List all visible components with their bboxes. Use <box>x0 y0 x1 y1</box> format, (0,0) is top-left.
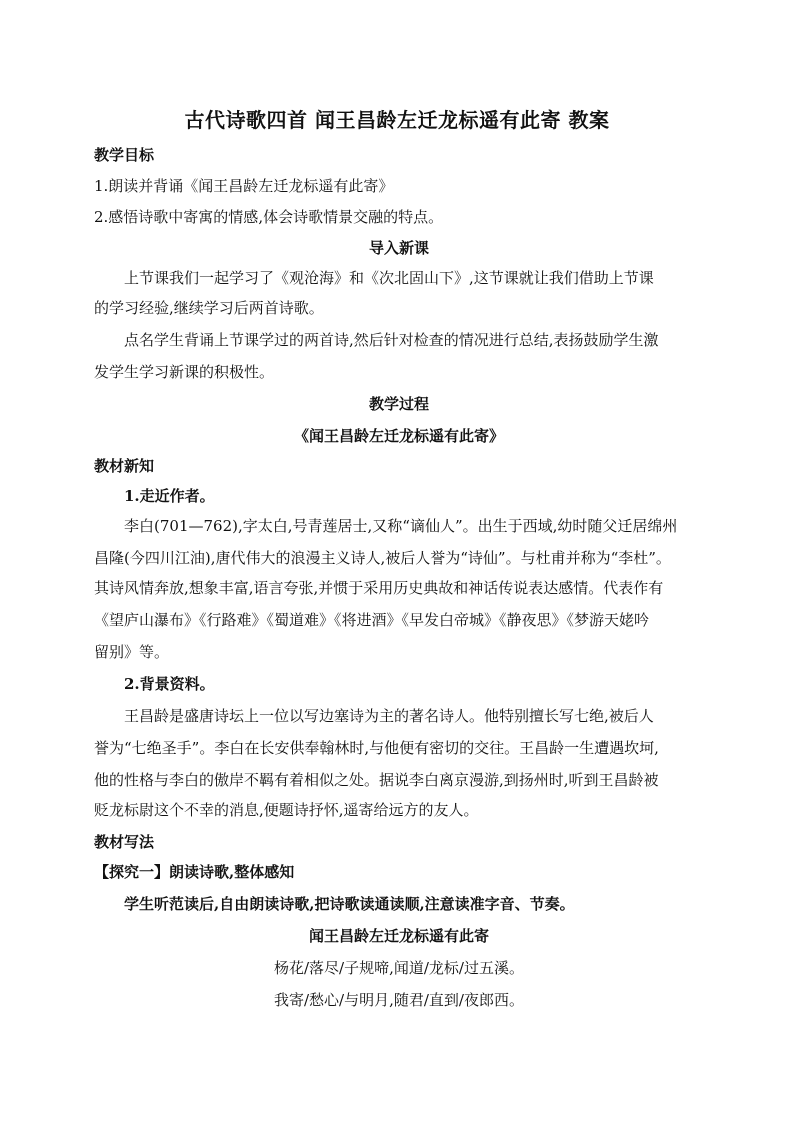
author-line-2: 昌隆(今四川江油),唐代伟大的浪漫主义诗人,被后人誉为“诗仙”。与杜甫并称为“李杜”。 <box>94 549 671 567</box>
goals-heading: 教学目标 <box>94 146 155 164</box>
poem-line-1: 杨花/落尽/子规啼,闻道/龙标/过五溪。 <box>274 959 524 977</box>
intro-paragraph-1-line-1: 上节课我们一起学习了《观沧海》和《次北固山下》,这节课就让我们借助上节课 <box>124 269 654 287</box>
author-line-3: 其诗风情奔放,想象丰富,语言夸张,并惯于采用历史典故和神话传说表达感情。代表作有 <box>94 579 664 597</box>
new-knowledge-heading: 教材新知 <box>94 457 155 475</box>
author-line-4: 《望庐山瀑布》《行路难》《蜀道难》《将进酒》《早发白帝城》《静夜思》《梦游天姥吟 <box>94 611 650 629</box>
page-title: 古代诗歌四首 闻王昌龄左迁龙标遥有此寄 教案 <box>184 108 610 132</box>
background-line-4: 贬龙标尉这个不幸的消息,便题诗抒怀,遥寄给远方的友人。 <box>94 801 479 819</box>
writing-heading: 教材写法 <box>94 833 155 851</box>
explore-1-heading: 【探究一】朗读诗歌,整体感知 <box>94 863 295 881</box>
author-line-5: 留别》等。 <box>94 643 170 661</box>
intro-paragraph-1-line-2: 的学习经验,继续学习后两首诗歌。 <box>94 299 324 317</box>
intro-paragraph-2-line-1: 点名学生背诵上节课学过的两首诗,然后针对检查的情况进行总结,表扬鼓励学生激 <box>124 331 659 349</box>
goal-1: 1.朗读并背诵《闻王昌龄左迁龙标遥有此寄》 <box>94 177 394 195</box>
background-line-3: 他的性格与李白的傲岸不羁有着相似之处。据说李白离京漫游,到扬州时,听到王昌龄被 <box>94 771 659 789</box>
poem-title-heading: 《闻王昌龄左迁龙标遥有此寄》 <box>293 427 504 445</box>
process-heading: 教学过程 <box>368 395 429 413</box>
background-line-1: 王昌龄是盛唐诗坛上一位以写边塞诗为主的著名诗人。他特别擅长写七绝,被后人 <box>124 707 654 725</box>
intro-heading: 导入新课 <box>368 239 429 257</box>
poem-title: 闻王昌龄左迁龙标遥有此寄 <box>308 927 489 945</box>
author-heading: 1.走近作者。 <box>124 487 215 505</box>
author-line-1: 李白(701—762),字太白,号青莲居士,又称“谪仙人”。出生于西域,幼时随父迁居绵州 <box>124 517 678 535</box>
background-heading: 2.背景资料。 <box>124 675 215 693</box>
background-line-2: 誉为“七绝圣手”。李白在长安供奉翰林时,与他便有密切的交往。王昌龄一生遭遇坎坷, <box>94 739 659 757</box>
poem-line-2: 我寄/愁心/与明月,随君/直到/夜郎西。 <box>274 991 524 1009</box>
intro-paragraph-2-line-2: 发学生学习新课的积极性。 <box>94 363 275 381</box>
goal-2: 2.感悟诗歌中寄寓的情感,体会诗歌情景交融的特点。 <box>94 208 444 226</box>
explore-1-text: 学生听范读后,自由朗读诗歌,把诗歌读通读顺,注意读准字音、节奏。 <box>124 895 575 913</box>
